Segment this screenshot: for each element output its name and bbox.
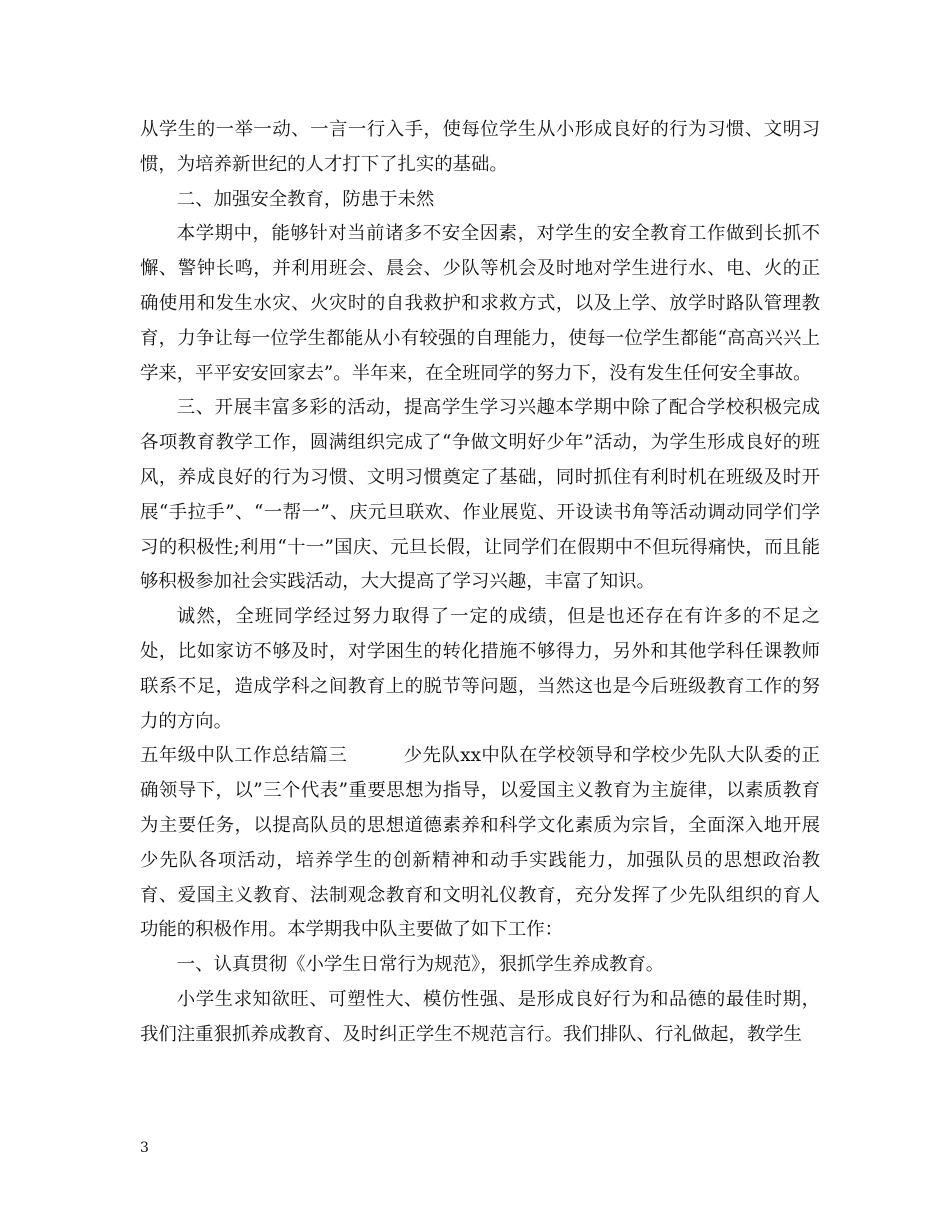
heading-safety-education: 二、加强安全教育，防患于未然 bbox=[176, 188, 435, 210]
page-number: 3 bbox=[140, 1140, 149, 1156]
paragraph-1: 从学生的一举一动、一言一行入手，使每位学生从小形成良好的行为习惯、文明习惯，为培养新世纪的人才打下了扎实的基础。 bbox=[140, 119, 820, 175]
paragraph-shortcomings: 诚然，全班同学经过努力取得了一定的成绩，但是也还存在有许多的不足之处，比如家访不够及时，对学困生的转化措施不够得力，另外和其他学科任课教师联系不足，造成学科之间教育上的脱节等问题，当然这也是今后班级教育工作的努力的方向。 bbox=[140, 606, 820, 732]
paragraph-safety: 本学期中，能够针对当前诸多不安全因素，对学生的安全教育工作做到长抓不懈、警钟长鸣，并利用班会、晨会、少队等机会及时地对学生进行水、电、火的正确使用和发生水灾、火灾时的自我救护和求救方式，以及上学、放学时路队管理教育，力争让每一位学生都能从小有较强的自理能力，使每一位学生都能“高高兴兴上学来，平平安安回家去”。半年来，在全班同学的努力下，没有发生任何安全事故。 bbox=[140, 223, 820, 384]
paragraph-habit-education: 小学生求知欲旺、可塑性大、模仿性强、是形成良好行为和品德的最佳时期，我们注重狠抓养成教育、及时纠正学生不规范言行。我们排队、行礼做起，教学生 bbox=[140, 988, 820, 1045]
paragraph-activities: 三、开展丰富多彩的活动，提高学生学习兴趣本学期中除了配合学校积极完成各项教育教学工作，圆满组织完成了“争做文明好少年”活动，为学生形成良好的班风，养成良好的行为习惯、文明习惯奠定了基础，同时抓住有利时机在班级及时开展“手拉手”、“一帮一”、庆元旦联欢、作业展览、开设读书角等活动调动同学们学习的积极性;利用“十一”国庆、元旦长假，让同学们在假期中不但玩得痛快，而且能够积极参加社会实践活动，大大提高了学习兴趣，丰富了知识。 bbox=[140, 397, 820, 593]
document-body bbox=[140, 113, 820, 1053]
heading-behavior-norms: 一、认真贯彻《小学生日常行为规范》，狠抓学生养成教育。 bbox=[176, 954, 665, 976]
paragraph-summary-part-three: 五年级中队工作总结篇三 少先队xx中队在学校领导和学校少先队大队委的正确领导下，以”三个代表”重要思想为指导，以爱国主义教育为主旋律，以素质教育为主要任务，以提高队员的思想道德素养和科学文化素质为宗旨，全面深入地开展少先队各项活动，培养学生的创新精神和动手实践能力，加强队员的思想政治教育、爱国主义教育、法制观念教育和文明礼仪教育，充分发挥了少先队组织的育人功能的积极作用。本学期我中队主要做了如下工作： bbox=[140, 745, 820, 941]
